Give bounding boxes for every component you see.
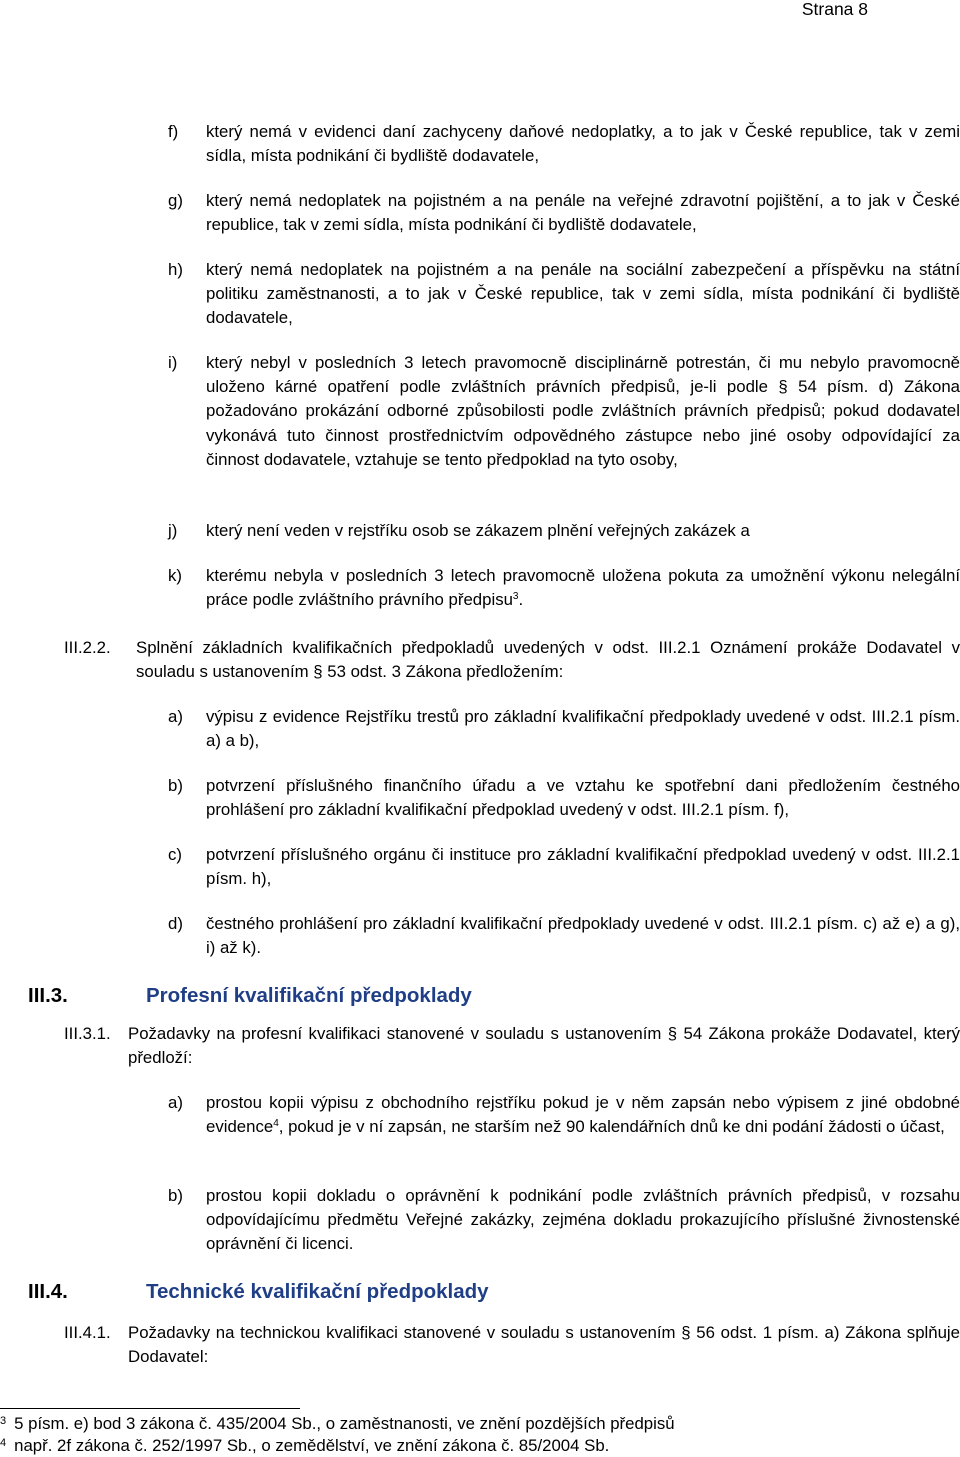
page-number: Strana 8 [801,0,868,19]
section-title: Technické kvalifikační předpoklady [146,1280,489,1303]
footnote-number: 4 [0,1437,7,1449]
subsection-222 [64,636,960,684]
list-text-tail: , pokud je v ní zapsán, ne starším než 90 kalendářních dnů ke dni podání žádosti o účast, [278,1117,945,1137]
list-item-b2 [168,1184,960,1257]
subsection-number: III.2.2. [64,638,111,657]
footnote-text: např. 2f zákona č. 252/1997 Sb., o zemědělství, ve znění zákona č. 85/2004 Sb. [14,1436,610,1455]
list-item-b [168,774,960,822]
list-item-h [168,258,960,331]
footnote-divider [0,1408,300,1409]
list-text: který nebyl v posledních 3 letech pravomocně disciplinárně potrestán, či mu nebylo pravomocně uloženo kárné opatření podle zvláštních právních předpisů, je-li podle § 54 písm. d) Zákona požadováno prokázání odborné způsobilosti podle zvláštních právních předpisů; pokud dodavatel vykonává tuto činnost prostřednictvím odpovědného zástupce nebo jiné osoby odpovídající za činnost dodavatele, vztahuje se tento předpoklad na tyto osoby, [206,353,960,469]
subsection-331 [64,1022,960,1070]
list-label: f) [168,122,179,141]
list-text: prostou kopii dokladu o oprávnění k podnikání podle zvláštních právních předpisů, v rozsahu odpovídajícímu předmětu Veřejné zakázky, zejména dokladu prokazujícího příslušné živnostenské oprávnění či licenci. [206,1186,960,1254]
list-text: který nemá nedoplatek na pojistném a na penále na veřejné zdravotní pojištění, a to jak v České republice, tak v zemi sídla, místa podnikání či bydliště dodavatele, [206,191,960,235]
subsection-number: III.3.1. [64,1024,111,1043]
list-text-tail: . [518,590,524,610]
footnote-ref: 4 [273,1118,279,1130]
list-text-main: kterému nebyla v posledních 3 letech pravomocně uložena pokuta za umožnění výkonu nelegální práce podle zvláštního právního předpisu [206,566,960,610]
list-label: k) [168,566,182,585]
subsection-text: Požadavky na profesní kvalifikaci stanovené v souladu s ustanovením § 54 Zákona prokáže Dodavatel, který předloží: [128,1024,960,1068]
list-item-i [168,351,960,472]
list-item-f [168,120,960,168]
list-item-k [168,564,960,612]
list-text [206,564,960,612]
list-text: potvrzení příslušného finančního úřadu a ve vztahu ke spotřební dani předložením čestného prohlášení pro základní kvalifikační předpoklad uvedený v odst. III.2.1 písm. f), [206,776,960,820]
subsection-number: III.4.1. [64,1323,111,1342]
section-number: III.3. [28,984,68,1007]
section-number: III.4. [28,1280,68,1303]
list-text: výpisu z evidence Rejstříku trestů pro základní kvalifikační předpoklady uvedené v odst. III.2.1 písm. a) a b), [206,707,960,751]
list-item-c [168,843,960,891]
list-text: který nemá v evidenci daní zachyceny daňové nedoplatky, a to jak v České republice, tak v zemi sídla, místa podnikání či bydliště dodavatele, [206,122,960,166]
list-text [206,1091,960,1139]
list-label: b) [168,1186,183,1205]
list-label: a) [168,707,183,726]
list-label: i) [168,353,178,372]
list-label: c) [168,845,182,864]
subsection-text: Požadavky na technickou kvalifikaci stanovené v souladu s ustanovením § 56 odst. 1 písm. a) Zákona splňuje Dodavatel: [128,1323,960,1367]
list-label: b) [168,776,183,795]
footnote-number: 3 [0,1415,7,1427]
section-heading-4 [28,1279,928,1305]
section-heading-3 [28,983,928,1009]
list-label: d) [168,914,183,933]
list-label: a) [168,1093,183,1112]
list-text-main: prostou kopii výpisu z obchodního rejstříku pokud je v něm zapsán nebo výpisem z jiné obdobné evidence [206,1093,960,1137]
list-item-g [168,189,960,237]
list-text: čestného prohlášení pro základní kvalifikační předpoklady uvedené v odst. III.2.1 písm. c) až e) a g), i) až k). [206,914,960,958]
footnote-text: 5 písm. e) bod 3 zákona č. 435/2004 Sb., o zaměstnanosti, ve znění pozdějších předpisů [14,1414,675,1433]
list-label: h) [168,260,183,279]
list-text: který není veden v rejstříku osob se zákazem plnění veřejných zakázek a [206,521,750,540]
list-text: který nemá nedoplatek na pojistném a na penále na sociální zabezpečení a příspěvku na státní politiku zaměstnanosti, a to jak v České republice, tak v zemi sídla, místa podnikání či bydliště dodavatele, [206,260,960,328]
list-item-a [168,705,960,753]
section-title: Profesní kvalifikační předpoklady [146,984,472,1007]
footnote-4 [0,1432,960,1457]
list-label: j) [168,521,178,540]
list-item-a2 [168,1091,960,1139]
list-item-j [168,519,960,543]
subsection-441 [64,1321,960,1369]
list-text: potvrzení příslušného orgánu či instituce pro základní kvalifikační předpoklad uvedený v odst. III.2.1 písm. h), [206,845,960,889]
list-item-d [168,912,960,960]
subsection-text: Splnění základních kvalifikačních předpokladů uvedených v odst. III.2.1 Oznámení prokáže Dodavatel v souladu s ustanovením § 53 odst. 3 Zákona předložením: [136,638,960,682]
list-label: g) [168,191,183,210]
footnote-ref: 3 [512,591,519,603]
